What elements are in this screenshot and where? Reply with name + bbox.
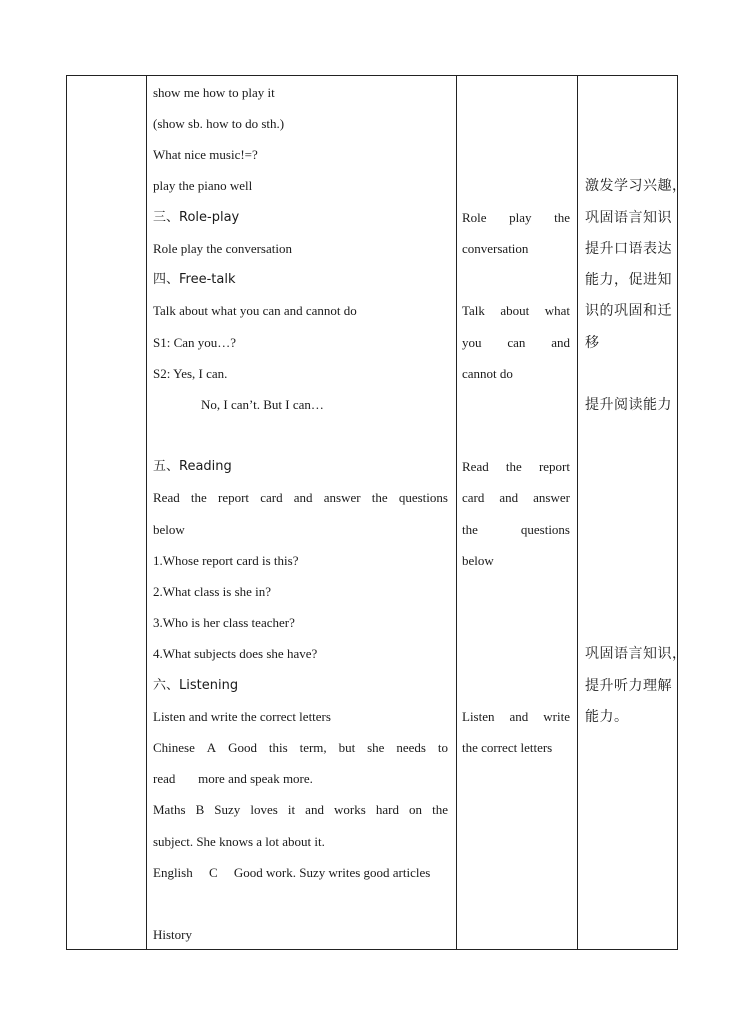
purpose-line: 识的巩固和迁 xyxy=(585,303,672,319)
purpose-line: 移 xyxy=(585,335,600,351)
steps-line: show me how to play it xyxy=(153,85,275,100)
steps-line: Listen and write the correct letters xyxy=(153,709,331,724)
justified-text: the questions xyxy=(462,522,570,537)
justified-text: you can and xyxy=(462,335,570,350)
activity-line xyxy=(462,490,570,506)
question-1: 1.Whose report card is this? xyxy=(153,553,299,568)
purpose-line: 能力，促进知 xyxy=(585,272,672,288)
steps-line: Talk about what you can and cannot do xyxy=(153,303,357,318)
steps-line: S1: Can you…? xyxy=(153,335,237,350)
justified-text: Talk about what xyxy=(462,303,570,318)
lesson-plan-table xyxy=(66,75,687,950)
purpose-line: 提升口语表达 xyxy=(585,241,672,257)
steps-line: What nice music!=? xyxy=(153,147,258,162)
section-heading-free-talk: 四、Free-talk xyxy=(153,272,236,287)
activity-line xyxy=(462,303,570,319)
steps-line: History xyxy=(153,927,192,942)
steps-line: read more and speak more. xyxy=(153,771,313,786)
justified-text: Read the report card and answer the questions xyxy=(153,490,448,505)
section-heading-listening: 六、Listening xyxy=(153,678,239,693)
activity-line xyxy=(462,459,570,475)
steps-line: No, I can’t. But I can… xyxy=(201,397,324,412)
purpose-line: 能力。 xyxy=(585,709,629,725)
purpose-line: 提升阅读能力 xyxy=(585,397,672,413)
activity-line: below xyxy=(462,553,494,568)
question-2: 2.What class is she in? xyxy=(153,584,272,599)
steps-line: (show sb. how to do sth.) xyxy=(153,116,285,131)
purpose-line: 巩固语言知识， xyxy=(585,646,687,662)
activity-line xyxy=(462,210,570,226)
justified-text: Role play the xyxy=(462,210,570,225)
section-heading-reading: 五、Reading xyxy=(153,459,232,474)
justified-text: Listen and write xyxy=(462,709,570,724)
activity-line: conversation xyxy=(462,241,529,256)
purpose-column-cell xyxy=(577,76,687,949)
steps-line: play the piano well xyxy=(153,178,253,193)
steps-line xyxy=(153,740,448,756)
activity-line xyxy=(462,335,570,351)
purpose-line: 提升听力理解 xyxy=(585,678,672,694)
activity-line: the correct letters xyxy=(462,740,553,755)
section-heading-role-play: 三、Role-play xyxy=(153,210,240,225)
question-3: 3.Who is her class teacher? xyxy=(153,615,295,630)
steps-line xyxy=(153,802,448,818)
steps-line: below xyxy=(153,522,185,537)
activity-line xyxy=(462,709,570,725)
steps-line xyxy=(153,490,448,506)
purpose-line: 巩固语言知识 xyxy=(585,210,672,226)
steps-line: English C Good work. Suzy writes good articles xyxy=(153,865,431,880)
justified-text: Read the report xyxy=(462,459,570,474)
blank-column-cell xyxy=(67,76,146,949)
steps-line: S2: Yes, I can. xyxy=(153,366,228,381)
activity-line xyxy=(462,522,570,538)
question-4: 4.What subjects does she have? xyxy=(153,646,318,661)
activity-column-cell xyxy=(456,76,577,949)
justified-text: Chinese A Good this term, but she needs to xyxy=(153,740,448,755)
steps-line: Role play the conversation xyxy=(153,241,292,256)
purpose-line: 激发学习兴趣， xyxy=(585,178,687,194)
justified-text: card and answer xyxy=(462,490,570,505)
steps-column-cell xyxy=(146,76,456,949)
steps-line: subject. She knows a lot about it. xyxy=(153,834,325,849)
activity-line: cannot do xyxy=(462,366,513,381)
justified-text: Maths B Suzy loves it and works hard on the xyxy=(153,802,448,817)
